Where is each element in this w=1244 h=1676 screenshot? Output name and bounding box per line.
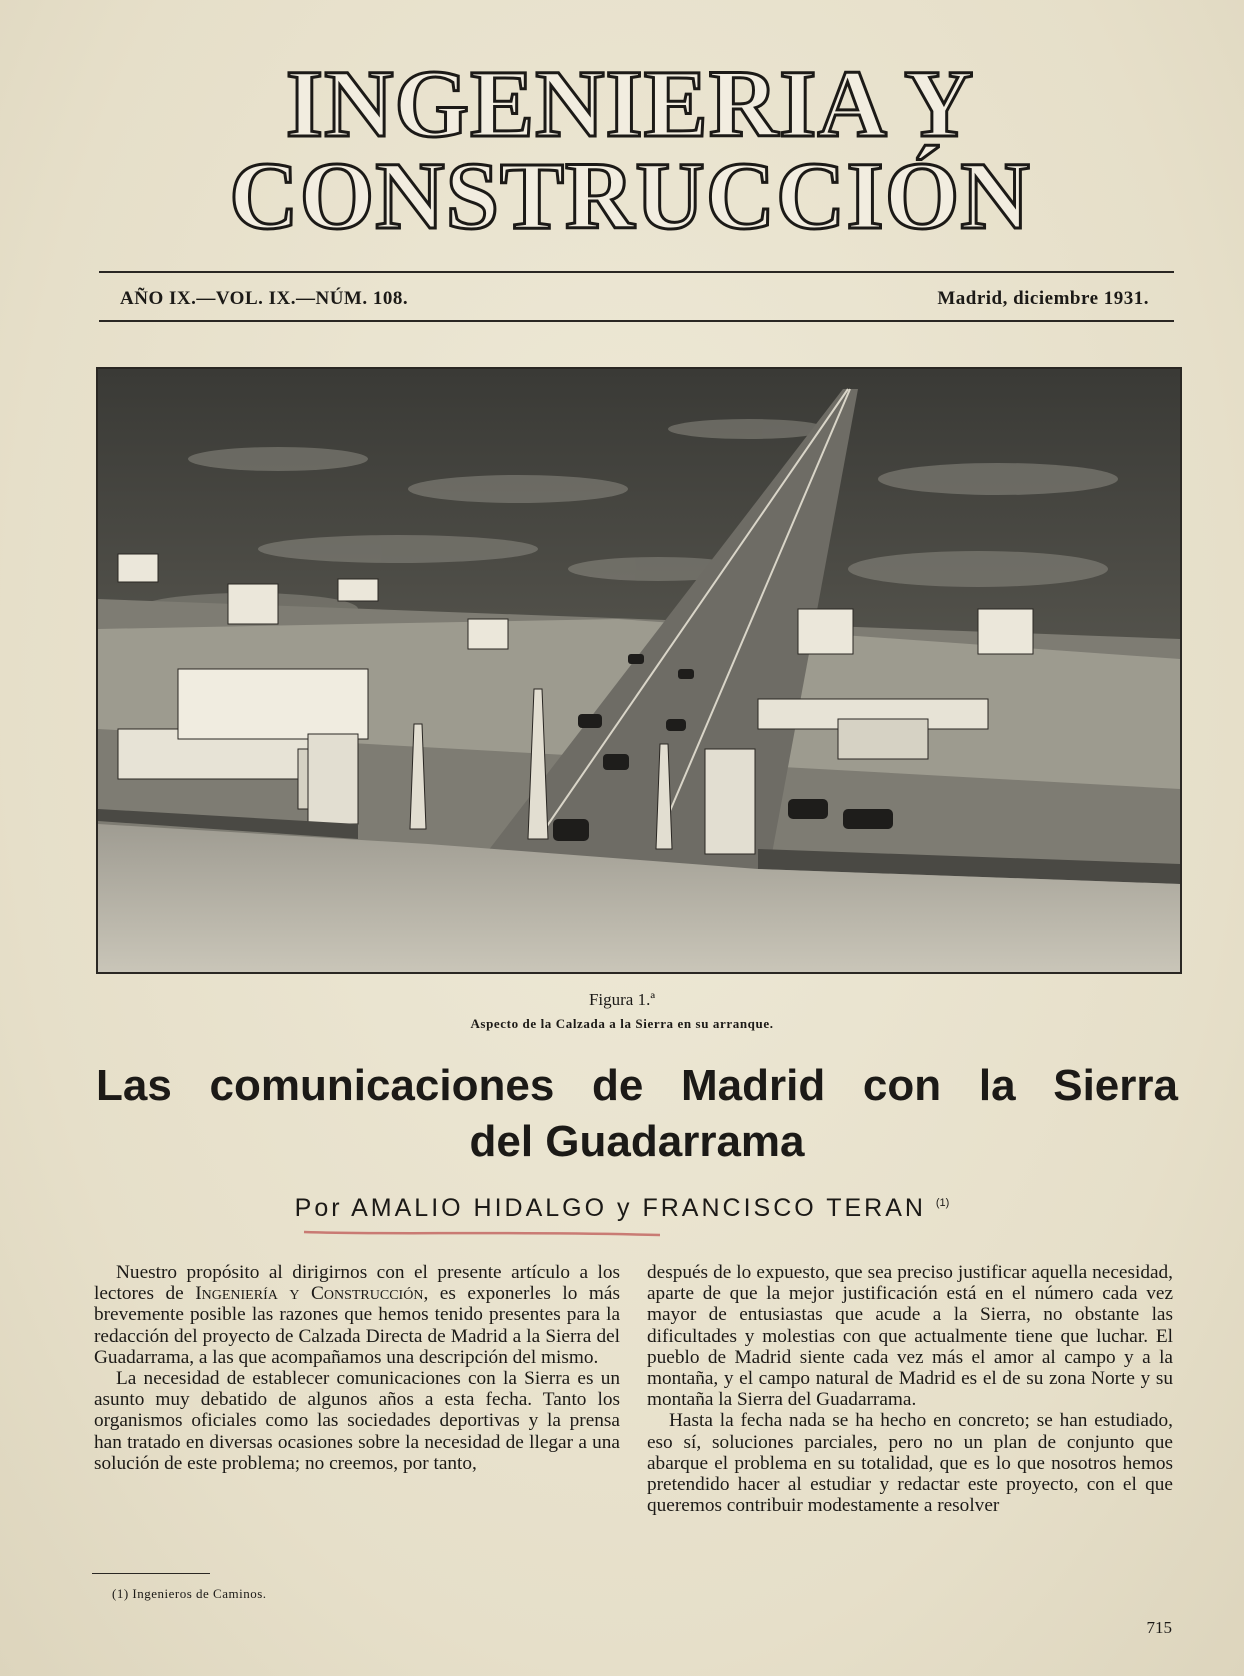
article-column-2	[647, 1262, 1173, 1516]
footnote: (1) Ingenieros de Caminos.	[112, 1586, 267, 1601]
byline-conjunction: y	[617, 1194, 633, 1222]
byline	[0, 1194, 1244, 1223]
paragraph: Hasta la fecha nada se ha hecho en concreto; se han estudiado, eso sí, soluciones parciales, pero no un plan de conjunto que abarque el problema en su totalidad, que es lo que nosotros hemos pretendido hacer al estudiar y redactar este proyecto, con el que queremos contribuir modestamente a resolver	[647, 1410, 1173, 1517]
masthead	[180, 50, 1080, 249]
figure-illustration	[96, 367, 1182, 974]
page-number: 715	[1146, 1618, 1172, 1637]
footnote-reference: (1)	[935, 1197, 950, 1209]
issue-date: Madrid, diciembre 1931.	[937, 288, 1149, 309]
article-title-line-1: Las comunicaciones de Madrid con la Sierra	[96, 1061, 1178, 1110]
article-column-1	[94, 1262, 620, 1474]
bottom-rule	[99, 320, 1174, 322]
text-run: Nuestro propósito al dirigirnos con el presente artículo a los lectores de	[94, 1262, 620, 1305]
road-illustration	[98, 369, 1180, 972]
red-pencil-underline	[302, 1229, 662, 1237]
author-2: FRANCISCO TERAN	[642, 1194, 926, 1222]
paragraph: La necesidad de establecer comunicaciones con la Sierra es un asunto muy debatido de algunos años a esta fecha. Tanto los organismos oficiales como las sociedades deportivas y la prensa han tratado en diversas ocasiones sobre la necesidad de llegar a una solución de este problema; no creemos, por tanto,	[94, 1368, 620, 1474]
article-title	[96, 1058, 1178, 1170]
paragraph	[94, 1262, 620, 1368]
author-1: AMALIO HIDALGO	[351, 1194, 608, 1222]
paragraph: después de lo expuesto, que sea preciso justificar aquella necesidad, aparte de que la mejor justificación está en el número cada vez mayor de entusiastas que acude a la Sierra, no obstante las dificultades y molestias con que actualmente tiene que luchar. El pueblo de Madrid siente cada vez más el amor al campo y a la montaña, y el campo natural de Madrid es el de su zona Norte y su montaña la Sierra del Guadarrama.	[647, 1262, 1173, 1411]
issue-number: AÑO IX.—VOL. IX.—NÚM. 108.	[120, 288, 409, 309]
figure-caption-description: Aspecto de la Calzada a la Sierra en su arranque.	[470, 1016, 774, 1031]
top-rule	[99, 271, 1174, 273]
footnote-rule	[92, 1573, 210, 1574]
journal-name-reference: Ingeniería y Construcción	[195, 1283, 424, 1305]
byline-prefix: Por	[294, 1194, 343, 1222]
article-title-line-2: del Guadarrama	[469, 1117, 805, 1166]
masthead-line-1: INGENIERIA Y	[285, 50, 975, 157]
figure-caption-title: Figura 1.ª	[588, 990, 656, 1009]
masthead-line-2: CONSTRUCCIÓN	[229, 142, 1031, 249]
text-run: , es exponerles lo más brevemente posible las razones que hemos tenido presentes para la redacción del proyecto de Calzada Directa de Madrid a la Sierra del Guadarrama, a las que acompañamos una descripción del mismo.	[94, 1283, 620, 1368]
